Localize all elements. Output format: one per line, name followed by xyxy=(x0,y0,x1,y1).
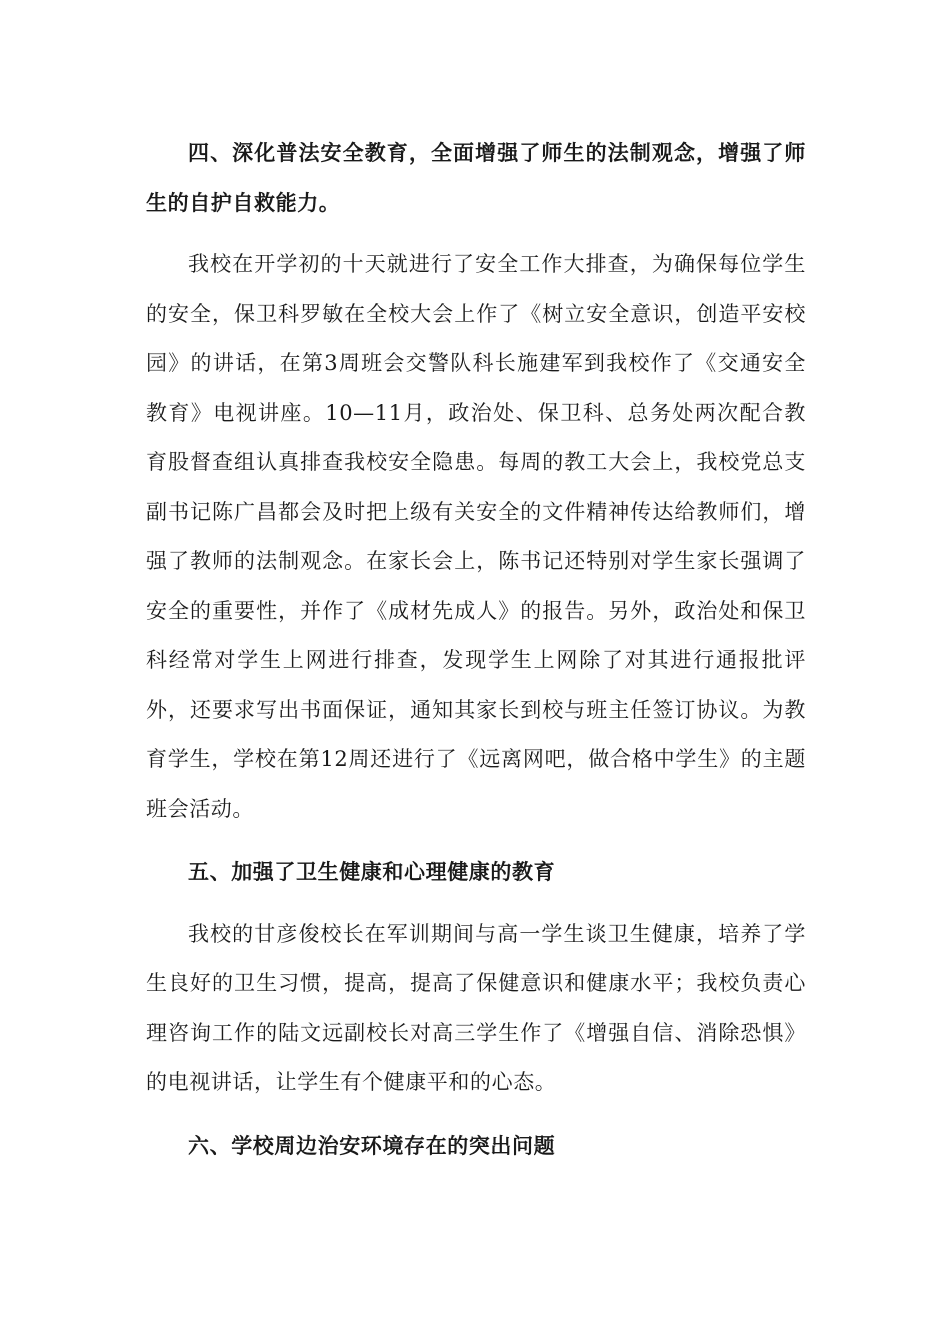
section-heading-5: 五、加强了卫生健康和心理健康的教育 xyxy=(188,859,556,884)
section-paragraph-4: 我校在开学初的十天就进行了安全工作大排查，为确保每位学生的安全，保卫科罗敏在全校大会上作了《树立安全意识，创造平安校园》的讲话，在第3周班会交警队科长施建军到我校作了《交通安全教育》电视讲座。10—11月，政治处、保卫科、总务处两次配合教育股督查组认真排查我校安全隐患。每周的教工大会上，我校党总支副书记陈广昌都会及时把上级有关安全的文件精神传达给教师们，增强了教师的法制观念。在家长会上，陈书记还特别对学生家长强调了安全的重要性，并作了《成材先成人》的报告。另外，政治处和保卫科经常对学生上网进行排查，发现学生上网除了对其进行通报批评外，还要求写出书面保证，通知其家长到校与班主任签订协议。为教育学生，学校在第12周还进行了《远离网吧，做合格中学生》的主题班会活动。 xyxy=(146,252,806,821)
document-body xyxy=(146,128,806,1170)
section-paragraph-5: 我校的甘彦俊校长在军训期间与高一学生谈卫生健康，培养了学生良好的卫生习惯，提高，提高了保健意识和健康水平；我校负责心理咨询工作的陆文远副校长对高三学生作了《增强自信、消除恐惧》的电视讲话，让学生有个健康平和的心态。 xyxy=(146,921,806,1094)
section-heading-6: 六、学校周边治安环境存在的突出问题 xyxy=(188,1132,556,1158)
section-heading-4: 四、深化普法安全教育，全面增强了师生的法制观念，增强了师生的自护自救能力。 xyxy=(146,140,806,215)
